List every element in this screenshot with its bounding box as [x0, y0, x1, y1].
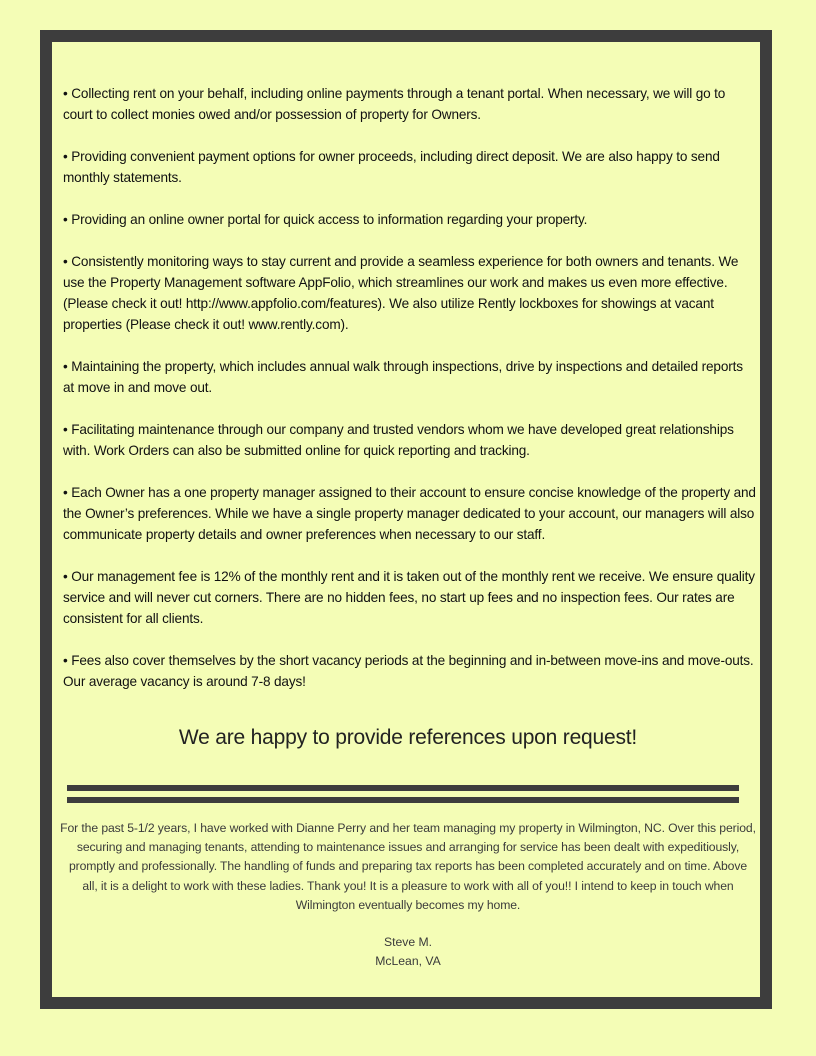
- list-item: • Providing an online owner portal for quick access to information regarding your property.: [63, 212, 588, 227]
- testimonial-author: Steve M.: [383, 935, 433, 949]
- testimonial-text: For the past 5-1/2 years, I have worked with Dianne Perry and her team managing my property in Wilmington, NC. Over this period, securing and managing tenants, attending to maintenance issues and arranging for service has been dealt with expeditiously, promptly and professionally. The handling of funds and preparing tax reports has been completed accurately and on time. Above all, it is a delight to work with these ladies. Thank you! It is a pleasure to work with all of you!! I intend to keep in touch when Wilmington eventually becomes my home.: [60, 821, 756, 912]
- references-heading: We are happy to provide references upon request!: [178, 726, 638, 749]
- list-item: • Fees also cover themselves by the short vacancy periods at the beginning and in-between move-ins and move-outs. Our average vacancy is around 7-8 days!: [63, 653, 754, 689]
- list-item: • Consistently monitoring ways to stay current and provide a seamless experience for both owners and tenants. We use the Property Management software AppFolio, which streamlines our work and makes us even more effective. (Please check it out! http://www.appfolio.com/features). We also utilize Rently lockboxes for showings at vacant properties (Please check it out! www.rently.com).: [63, 254, 739, 332]
- services-list: [63, 83, 756, 713]
- list-item: • Collecting rent on your behalf, including online payments through a tenant portal. When necessary, we will go to court to collect monies owed and/or possession of property for Owners.: [63, 86, 726, 122]
- divider: [67, 785, 739, 791]
- list-item: • Providing convenient payment options for owner proceeds, including direct deposit. We are also happy to send monthly statements.: [63, 149, 720, 185]
- list-item: • Maintaining the property, which includes annual walk through inspections, drive by inspections and detailed reports at move in and move out.: [63, 359, 743, 395]
- divider: [67, 797, 739, 803]
- list-item: • Our management fee is 12% of the monthly rent and it is taken out of the monthly rent we receive. We ensure quality service and will never cut corners. There are no hidden fees, no start up fees and no inspection fees. Our rates are consistent for all clients.: [63, 569, 755, 626]
- testimonial-location: McLean, VA: [375, 954, 441, 969]
- list-item: • Facilitating maintenance through our company and trusted vendors whom we have developed great relationships with. Work Orders can also be submitted online for quick reporting and tracking.: [63, 422, 734, 458]
- testimonial-signature: [60, 933, 756, 971]
- list-item: • Each Owner has a one property manager assigned to their account to ensure concise knowledge of the property and the Owner’s preferences. While we have a single property manager dedicated to your account, our managers will also communicate property details and owner preferences when necessary to our staff.: [63, 485, 756, 542]
